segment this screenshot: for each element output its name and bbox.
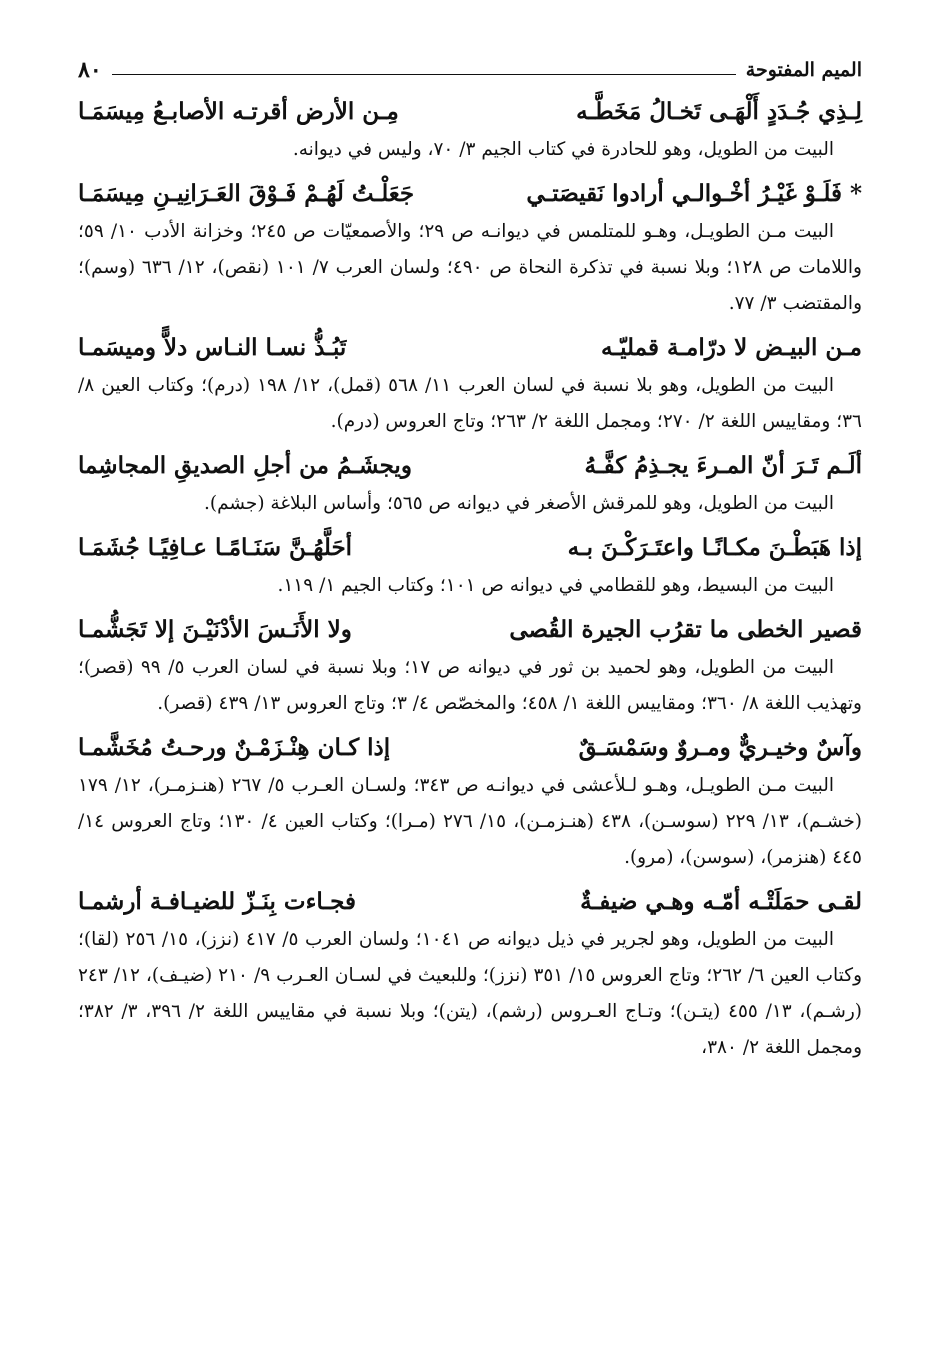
verse-line bbox=[78, 446, 862, 486]
verse-second-hemistich: جَعَلْـتُ لَهُـمْ فَـوْقَ العَـرَانِيـنِ مِيسَمَـا bbox=[78, 180, 415, 207]
entries bbox=[78, 92, 862, 1066]
verse-second-hemistich: تَبُـذُّ نسـا النـاس دلاًّ وميسَمـا bbox=[78, 334, 347, 361]
verse-note bbox=[78, 368, 862, 440]
verse-note bbox=[78, 214, 862, 322]
verse-first-hemistich: ألَـم تَـرَ أنّ المـرءَ يجـذِمُ كفَّـهُ bbox=[584, 452, 862, 479]
page-number: ٨٠ bbox=[78, 57, 102, 83]
verse-note-text: البيت من الطويل، وهو للمرقش الأصغر في ديوانه ص ٥٦٥؛ وأساس البلاغة (جشم). bbox=[203, 493, 834, 514]
verse-first-hemistich: مـن البيـض لا درّامـة قمليّـه bbox=[601, 334, 862, 361]
verse-note bbox=[78, 922, 862, 1066]
verse-line bbox=[78, 528, 862, 568]
verse-second-hemistich: مِـن الأرض أقرتـه الأصابـعُ مِيسَمَـا bbox=[78, 98, 399, 125]
verse-line bbox=[78, 174, 862, 214]
verse-first-hemistich: وآسٌ وخيـريٌّ ومـروٌ وسَمْسَـقٌ bbox=[578, 734, 862, 761]
entry bbox=[78, 610, 862, 722]
verse-second-hemistich: إذا كـان هِنْـزَمْـنٌ ورحـتُ مُخَشَّمـا bbox=[78, 734, 391, 761]
verse-second-hemistich: ولا الأَنَـسَ الأدْنَيْـنَ إلا تَجَشُّمـا bbox=[78, 616, 352, 643]
verse-first-hemistich: لِـذِي جُـدَدٍ أَلْهَـى تَخـالُ مَخَطَّـه bbox=[576, 98, 862, 125]
header-rule bbox=[112, 74, 736, 75]
verse-second-hemistich: فجـاءت بِنَـزّ للضيـافـة أرشمـا bbox=[78, 888, 356, 915]
verse-line bbox=[78, 728, 862, 768]
section-title: الميم المفتوحة bbox=[745, 59, 862, 81]
entry bbox=[78, 174, 862, 322]
verse-note-text: البيت من الطويل، وهو لجرير في ذيل ديوانه ص ١٠٤١؛ ولسان العرب ٥/ ٤١٧ (نزز)، ١٥/ ٢٥٦ (لقا)؛ وكتاب العين ٦/ ٢٦٢؛ وتاج العروس ١٥/ ٣٥١ (نزز)؛ وللبعيث في لسـان العـرب ٩/ ٢١٠ (ضيـف)، ١٢/ ٢٤٣ (رشـم)، ١٣/ ٤٥٥ (يتـن)؛ وتـاج العـروس (رشم)، (يتن)؛ وبلا نسبة في مقاييس اللغة ٢/ ٣٩٦، ٣/ ٣٨٢؛ ومجمل اللغة ٢/ ٣٨٠، bbox=[78, 929, 862, 1058]
verse-second-hemistich: أحَلَّهُـنَّ سَنَـامًـا عـافِيًـا جُشَمَـا bbox=[78, 534, 353, 561]
verse-note-text: البيت مـن الطويـل، وهـو للمتلمس في ديوانـه ص ٢٩؛ والأصمعيّات ص ٢٤٥؛ وخزانة الأدب ١٠/ ٥٩؛ واللامات ص ١٢٨؛ وبلا نسبة في تذكرة النحاة ص ٤٩٠؛ ولسان العرب ٧/ ١٠١ (نقص)، ١٢/ ٦٣٦ (وسم)؛ والمقتضب ٣/ ٧٧. bbox=[78, 221, 862, 314]
verse-first-hemistich: قصير الخطى ما تقرُب الجيرة القُصى bbox=[509, 616, 862, 643]
verse-line bbox=[78, 328, 862, 368]
verse-first-hemistich: * فَلَـوْ غَيْـرُ أخْـوالـي أرادوا نَقيصَتـي bbox=[526, 180, 862, 207]
verse-note-text: البيت من الطويل، وهو لحميد بن ثور في ديوانه ص ١٧؛ وبلا نسبة في لسان العرب ٥/ ٩٩ (قصر)؛ وتهذيب اللغة ٨/ ٣٦٠؛ ومقاييس اللغة ١/ ٤٥٨؛ والمخصّص ٤/ ٣؛ وتاج العروس ١٣/ ٤٣٩ (قصر). bbox=[78, 657, 862, 714]
verse-first-hemistich: إذا هَبَطْـنَ مكـانًـا واعتَـرَكْـنَ بـه bbox=[567, 534, 862, 561]
entry bbox=[78, 728, 862, 876]
entry bbox=[78, 528, 862, 604]
entry bbox=[78, 882, 862, 1066]
verse-line bbox=[78, 610, 862, 650]
verse-note-text: البيت من البسيط، وهو للقطامي في ديوانه ص ١٠١؛ وكتاب الجيم ١/ ١١٩. bbox=[277, 575, 834, 596]
verse-note-text: البيت من الطويل، وهو بلا نسبة في لسان العرب ١١/ ٥٦٨ (قمل)، ١٢/ ١٩٨ (درم)؛ وكتاب العين ٨/ ٣٦؛ ومقاييس اللغة ٢/ ٢٧٠؛ ومجمل اللغة ٢/ ٢٦٣؛ وتاج العروس (درم). bbox=[78, 375, 862, 432]
verse-note bbox=[78, 486, 862, 522]
verse-first-hemistich: لقـى حمَلَتْـه أمّـه وهـي ضيفـةٌ bbox=[580, 888, 862, 915]
verse-note-text: البيت من الطويل، وهو للحادرة في كتاب الجيم ٣/ ٧٠، وليس في ديوانه. bbox=[292, 139, 834, 160]
verse-line bbox=[78, 92, 862, 132]
verse-note bbox=[78, 568, 862, 604]
verse-note bbox=[78, 650, 862, 722]
entry bbox=[78, 328, 862, 440]
page-header bbox=[78, 52, 862, 88]
verse-note-text: البيت مـن الطويـل، وهـو لـلأعشى في ديوانـه ص ٣٤٣؛ ولسـان العـرب ٥/ ٢٦٧ (هنـزمـر)، ١٢/ ١٧٩ (خشـم)، ١٣/ ٢٢٩ (سوسـن)، ٤٣٨ (هنـزمـن)، ١٥/ ٢٧٦ (مـرا)؛ وكتاب العين ٤/ ١٣٠؛ وتاج العروس ١٤/ ٤٤٥ (هنزمر)، (سوسن)، (مرو). bbox=[78, 775, 863, 868]
verse-line bbox=[78, 882, 862, 922]
entry bbox=[78, 92, 862, 168]
verse-second-hemistich: ويجشَـمُ من أجلِ الصديقِ المجاشِما bbox=[78, 452, 412, 479]
entry bbox=[78, 446, 862, 522]
verse-note bbox=[78, 768, 862, 876]
verse-note bbox=[78, 132, 862, 168]
